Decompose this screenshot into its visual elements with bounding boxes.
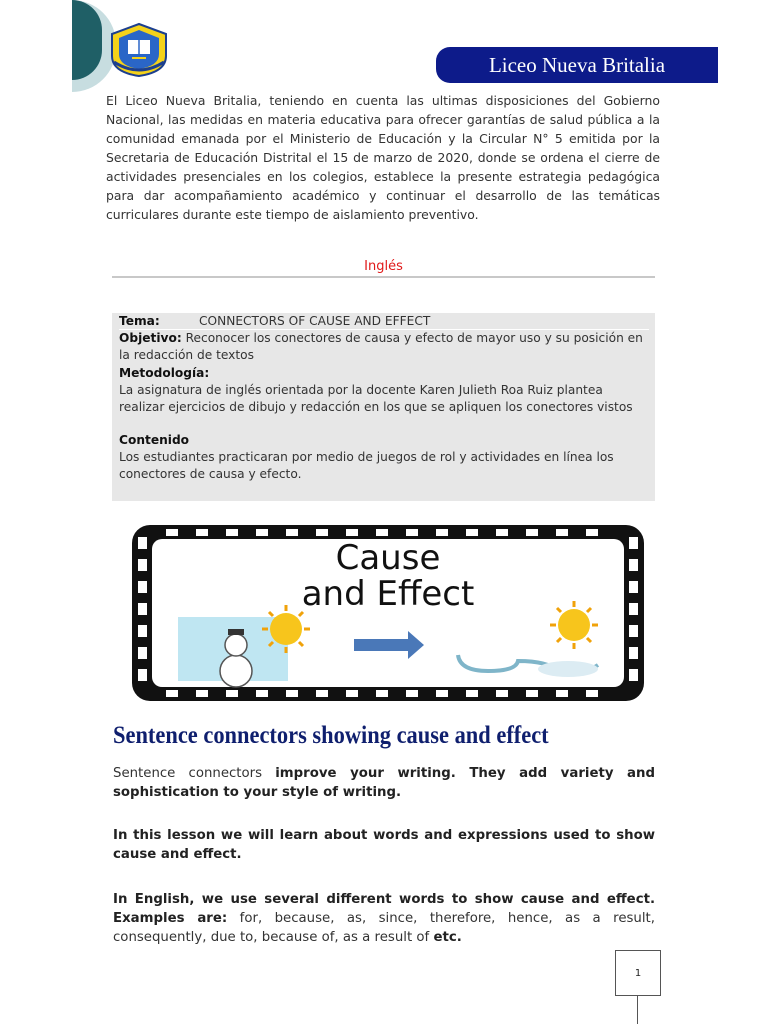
metodologia-value: La asignatura de inglés orientada por la docente Karen Julieth Roa Ruiz plantea realizar ejercicios de dibujo y redacción en los que se apliquen los conectores vistos (119, 383, 633, 414)
lesson-heading: Sentence connectors showing cause and effect (113, 720, 549, 749)
tema-value: CONNECTORS OF CAUSE AND EFFECT (199, 314, 431, 328)
objetivo-row (119, 330, 649, 364)
contenido-label: Contenido (119, 433, 190, 447)
page-number-line (637, 996, 638, 1024)
subject-title: Inglés (364, 259, 403, 274)
cause-and-effect-illustration (128, 521, 648, 705)
contenido-row (119, 432, 649, 483)
school-logo (108, 22, 170, 78)
p3-plain: for, because, as, since, therefore, hence, as a result, consequently, due to, because of, as a result of (113, 911, 655, 945)
picture-title-line1: Cause (335, 538, 441, 578)
school-name-banner: Liceo Nueva Britalia (436, 47, 718, 83)
picture-title-line2: and Effect (301, 574, 475, 614)
intro-paragraph: El Liceo Nueva Britalia, teniendo en cuenta las ultimas disposiciones del Gobierno Nacional, las medidas en materia educativa para ofrecer garantías de salud pública a la comunidad emanada por el Ministerio de Educación y la Circular N° 5 emitida por la Secretaria de Educación Distrital el 15 de marzo de 2020, donde se ordena el cierre de actividades presenciales en los colegios, establece la presente estrategia pedagógica para dar acompañamiento académico y continuar el desarrollo de las temáticas curriculares durante este tiempo de aislamiento preventivo. (106, 93, 660, 222)
tema-row (119, 313, 649, 330)
p1-plain: Sentence connectors (113, 766, 276, 781)
contenido-value: Los estudiantes practicaran por medio de juegos de rol y actividades en línea los conectores de causa y efecto. (119, 450, 614, 481)
lesson-paragraph-1 (113, 764, 655, 802)
p3-bold-b: etc. (433, 930, 462, 945)
objetivo-label: Objetivo: (119, 331, 182, 345)
p2-bold: In this lesson we will learn about words and expressions used to show cause and effect. (113, 828, 655, 862)
p3-bold-a: In English, we use several different words to show cause and effect. Examples are: (113, 892, 655, 926)
lesson-paragraph-3 (113, 890, 655, 947)
objetivo-value: Reconocer los conectores de causa y efecto de mayor uso y su posición en la redacción de textos (119, 331, 643, 362)
page-number: 1 (615, 950, 661, 996)
subject-divider (112, 276, 655, 278)
metodologia-label: Metodología: (119, 366, 210, 380)
lesson-paragraph-2 (113, 826, 655, 864)
tema-label: Tema: (119, 314, 160, 328)
metodologia-row (119, 365, 649, 416)
info-box (112, 313, 655, 501)
p1-bold: improve your writing. They add variety and sophistication to your style of writing. (113, 766, 655, 800)
